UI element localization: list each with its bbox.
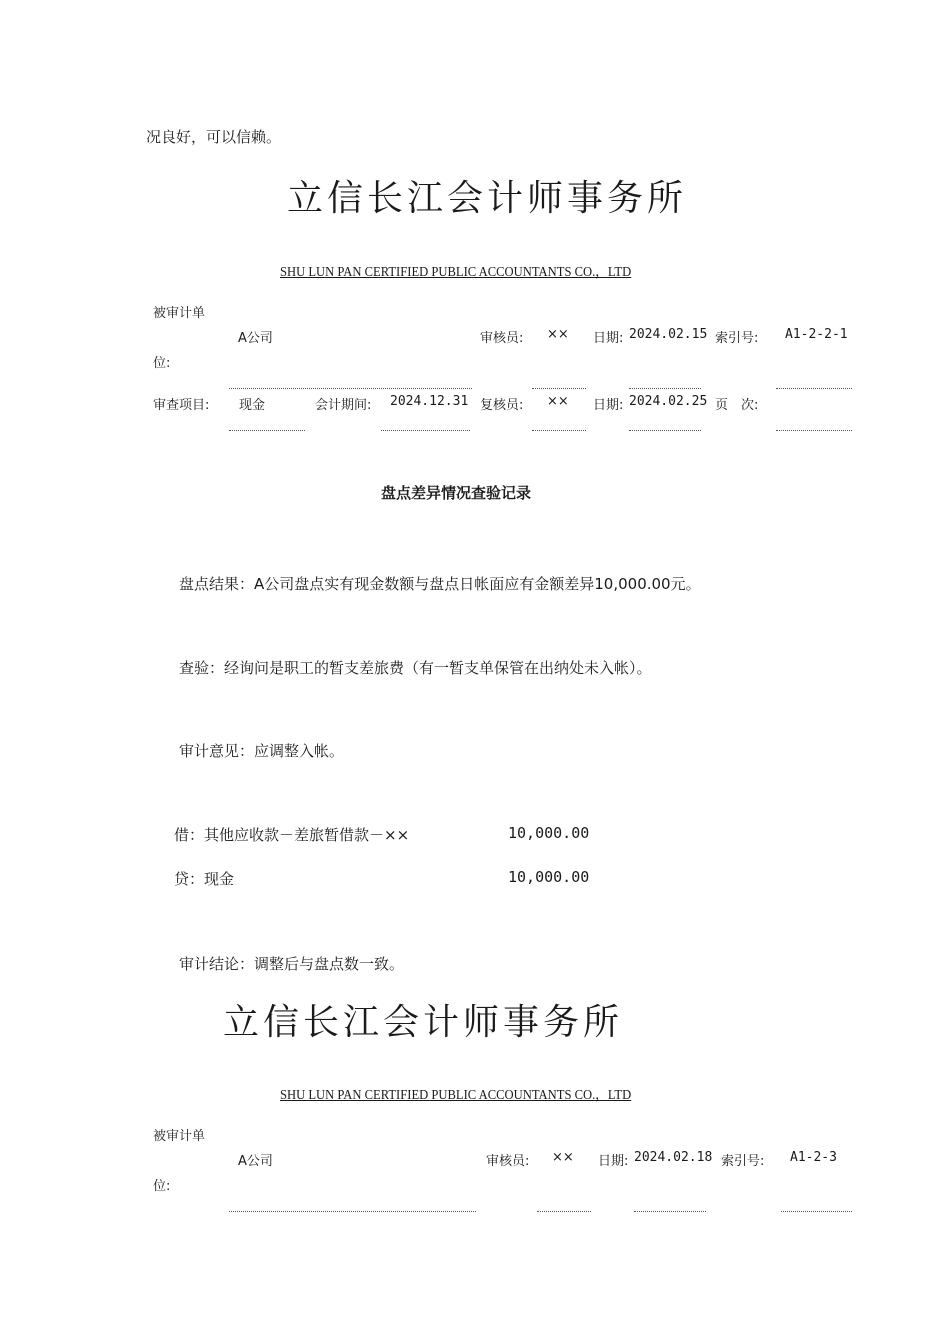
firm-name-cn: 立信长江会计师事务所 bbox=[223, 1002, 624, 1043]
audit-conclusion: 审计结论：调整后与盘点数一致。 bbox=[179, 955, 405, 973]
firm-name-cn: 立信长江会计师事务所 bbox=[287, 178, 688, 219]
audit-opinion: 审计意见：应调整入帐。 bbox=[179, 742, 345, 760]
underline bbox=[532, 388, 586, 389]
debit-account: 借：其他应收款－差旅暂借款－×× bbox=[174, 826, 410, 844]
underline bbox=[776, 388, 852, 389]
underline bbox=[634, 1211, 706, 1212]
index-value: A1-2-2-1 bbox=[785, 327, 848, 342]
audit-item-label: 审查项目: bbox=[153, 398, 210, 413]
credit-account: 贷：现金 bbox=[174, 870, 235, 888]
audit-item-value: 现金 bbox=[239, 398, 266, 413]
underline bbox=[629, 430, 701, 431]
count-result: 盘点结果：A公司盘点实有现金数额与盘点日帐面应有金额差异10,000.00元。 bbox=[179, 575, 701, 593]
underline bbox=[776, 430, 852, 431]
underline bbox=[781, 1211, 852, 1212]
auditee-value: A公司 bbox=[238, 331, 273, 346]
debit-amount: 10,000.00 bbox=[508, 824, 590, 842]
rereview-date: 2024.02.25 bbox=[629, 394, 708, 409]
reviewer-value: ×× bbox=[552, 1150, 574, 1165]
check-note: 查验：经询问是职工的暂支差旅费（有一暂支单保管在出纳处未入帐）。 bbox=[179, 659, 652, 677]
index-label: 索引号: bbox=[721, 1154, 765, 1169]
rereviewer-label: 复核员: bbox=[480, 398, 524, 413]
rereviewer-value: ×× bbox=[547, 394, 569, 409]
underline bbox=[537, 1211, 591, 1212]
reviewer-value: ×× bbox=[547, 327, 569, 342]
auditee-label: 被审计单 bbox=[153, 1129, 206, 1144]
underline bbox=[629, 388, 701, 389]
firm-name-en: SHU LUN PAN CERTIFIED PUBLIC ACCOUNTANTS CO.，LTD bbox=[280, 265, 632, 280]
review-date: 2024.02.15 bbox=[629, 327, 708, 342]
index-value: A1-2-3 bbox=[790, 1150, 837, 1165]
auditee-label-cont: 位: bbox=[153, 356, 171, 371]
firm-name-en: SHU LUN PAN CERTIFIED PUBLIC ACCOUNTANTS CO.，LTD bbox=[280, 1088, 632, 1103]
index-label: 索引号: bbox=[715, 331, 759, 346]
underline bbox=[381, 430, 470, 431]
date-label: 日期: bbox=[593, 398, 624, 413]
date-label: 日期: bbox=[598, 1154, 629, 1169]
underline bbox=[229, 1211, 476, 1212]
reviewer-label: 审核员: bbox=[486, 1154, 530, 1169]
period-value: 2024.12.31 bbox=[390, 394, 469, 409]
underline bbox=[229, 388, 472, 389]
period-label: 会计期间: bbox=[315, 398, 372, 413]
review-date: 2024.02.18 bbox=[634, 1150, 713, 1165]
reviewer-label: 审核员: bbox=[480, 331, 524, 346]
date-label: 日期: bbox=[593, 331, 624, 346]
auditee-label-cont: 位: bbox=[153, 1179, 171, 1194]
underline bbox=[229, 430, 305, 431]
underline bbox=[532, 430, 586, 431]
auditee-value: A公司 bbox=[238, 1154, 273, 1169]
record-title: 盘点差异情况查验记录 bbox=[381, 484, 532, 502]
auditee-label: 被审计单 bbox=[153, 306, 206, 321]
credit-amount: 10,000.00 bbox=[508, 868, 590, 886]
page-label: 页 次: bbox=[715, 398, 759, 413]
continuation-text: 况良好，可以信赖。 bbox=[146, 128, 282, 146]
